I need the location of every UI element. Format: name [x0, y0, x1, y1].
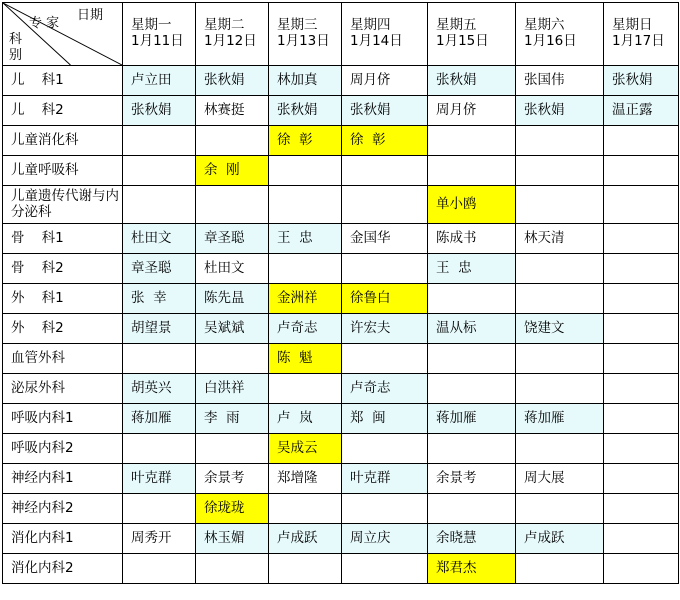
- doctor-cell: 张秋娟: [516, 96, 604, 126]
- doctor-cell: 白洪祥: [196, 374, 269, 404]
- doctor-cell: 饶建文: [516, 314, 604, 344]
- doctor-cell: 周月侪: [342, 66, 428, 96]
- doctor-cell: [123, 126, 196, 156]
- doctor-cell: 温从标: [428, 314, 516, 344]
- doctor-cell: 林加真: [269, 66, 342, 96]
- doctor-cell: [269, 186, 342, 224]
- day-header-1: [123, 3, 196, 66]
- day-header-2: [196, 3, 269, 66]
- doctor-cell: [342, 186, 428, 224]
- date-label: 1月14日: [350, 33, 403, 49]
- schedule-row: [3, 126, 679, 156]
- doctor-cell: 叶克群: [342, 464, 428, 494]
- doctor-cell: [196, 344, 269, 374]
- expert-schedule-table: [2, 2, 679, 584]
- day-header-5: [428, 3, 516, 66]
- doctor-cell: [516, 374, 604, 404]
- doctor-cell: [269, 374, 342, 404]
- doctor-cell: [342, 434, 428, 464]
- doctor-cell: [342, 494, 428, 524]
- doctor-cell: [123, 434, 196, 464]
- doctor-cell: 卢 岚: [269, 404, 342, 434]
- doctor-cell: 李 雨: [196, 404, 269, 434]
- doctor-cell: 张秋娟: [269, 96, 342, 126]
- day-header-4: [342, 3, 428, 66]
- schedule-row: [3, 314, 679, 344]
- department-cell: 儿童呼吸科: [3, 156, 123, 186]
- doctor-cell: [123, 186, 196, 224]
- weekday-label: 星期一: [131, 17, 172, 34]
- doctor-cell: 余景考: [196, 464, 269, 494]
- doctor-cell: 吴成云: [269, 434, 342, 464]
- doctor-cell: [428, 374, 516, 404]
- schedule-row: [3, 344, 679, 374]
- doctor-cell: [123, 156, 196, 186]
- doctor-cell: [516, 434, 604, 464]
- doctor-cell: 徐珑珑: [196, 494, 269, 524]
- doctor-cell: [123, 494, 196, 524]
- doctor-cell: 胡英兴: [123, 374, 196, 404]
- doctor-cell: 温正露: [604, 96, 679, 126]
- schedule-row: [3, 96, 679, 126]
- doctor-cell: [516, 186, 604, 224]
- weekday-label: 星期二: [204, 17, 245, 34]
- department-cell: 骨 科2: [3, 254, 123, 284]
- doctor-cell: [604, 156, 679, 186]
- doctor-cell: [604, 344, 679, 374]
- doctor-cell: 卢成跃: [269, 524, 342, 554]
- department-cell: 神经内科2: [3, 494, 123, 524]
- schedule-row: [3, 66, 679, 96]
- day-header-7: [604, 3, 679, 66]
- weekday-label: 星期五: [436, 17, 477, 34]
- doctor-cell: 蒋加雁: [428, 404, 516, 434]
- weekday-label: 星期四: [350, 17, 391, 34]
- doctor-cell: 王 忠: [428, 254, 516, 284]
- schedule-row: [3, 404, 679, 434]
- doctor-cell: [123, 344, 196, 374]
- department-cell: 外 科1: [3, 284, 123, 314]
- doctor-cell: [516, 554, 604, 584]
- doctor-cell: 卢奇志: [269, 314, 342, 344]
- schedule-row: [3, 254, 679, 284]
- doctor-cell: [604, 524, 679, 554]
- schedule-row: [3, 464, 679, 494]
- schedule-row: [3, 494, 679, 524]
- doctor-cell: 卢立田: [123, 66, 196, 96]
- department-cell: 儿童遗传代谢与内分泌科: [3, 186, 123, 224]
- doctor-cell: 胡望景: [123, 314, 196, 344]
- doctor-cell: [604, 374, 679, 404]
- header-row: [3, 3, 679, 66]
- doctor-cell: [196, 434, 269, 464]
- department-cell: 消化内科2: [3, 554, 123, 584]
- doctor-cell: 卢奇志: [342, 374, 428, 404]
- department-cell: 神经内科1: [3, 464, 123, 494]
- doctor-cell: 林玉媚: [196, 524, 269, 554]
- doctor-cell: 徐鲁白: [342, 284, 428, 314]
- doctor-cell: 张秋娟: [604, 66, 679, 96]
- doctor-cell: [516, 344, 604, 374]
- doctor-cell: 单小鸥: [428, 186, 516, 224]
- doctor-cell: 周立庆: [342, 524, 428, 554]
- doctor-cell: 蒋加雁: [516, 404, 604, 434]
- doctor-cell: 卢成跃: [516, 524, 604, 554]
- doctor-cell: 章圣聪: [196, 224, 269, 254]
- weekday-label: 星期日: [612, 17, 653, 34]
- doctor-cell: [123, 554, 196, 584]
- doctor-cell: [196, 554, 269, 584]
- doctor-cell: 徐 彰: [269, 126, 342, 156]
- day-header-3: [269, 3, 342, 66]
- schedule-row: [3, 284, 679, 314]
- doctor-cell: [516, 254, 604, 284]
- day-header-6: [516, 3, 604, 66]
- department-cell: 儿童消化科: [3, 126, 123, 156]
- doctor-cell: [342, 554, 428, 584]
- doctor-cell: 林天清: [516, 224, 604, 254]
- doctor-cell: [516, 126, 604, 156]
- doctor-cell: [604, 284, 679, 314]
- doctor-cell: 郑增隆: [269, 464, 342, 494]
- doctor-cell: [428, 434, 516, 464]
- weekday-label: 星期六: [524, 17, 565, 34]
- doctor-cell: 周大展: [516, 464, 604, 494]
- doctor-cell: 陈成书: [428, 224, 516, 254]
- doctor-cell: [196, 186, 269, 224]
- department-cell: 骨 科1: [3, 224, 123, 254]
- corner-expert-label: 专 家: [29, 16, 60, 31]
- department-cell: 儿 科1: [3, 66, 123, 96]
- doctor-cell: [342, 344, 428, 374]
- doctor-cell: [342, 254, 428, 284]
- doctor-cell: 郑 闽: [342, 404, 428, 434]
- schedule-body: [3, 3, 679, 584]
- department-cell: 泌尿外科: [3, 374, 123, 404]
- doctor-cell: 周秀开: [123, 524, 196, 554]
- corner-dept-label-1: 科: [9, 32, 23, 47]
- doctor-cell: 许宏夫: [342, 314, 428, 344]
- schedule-row: [3, 434, 679, 464]
- doctor-cell: 张秋娟: [342, 96, 428, 126]
- doctor-cell: 余晓慧: [428, 524, 516, 554]
- schedule-row: [3, 156, 679, 186]
- corner-header-cell: [3, 3, 123, 66]
- doctor-cell: [269, 156, 342, 186]
- doctor-cell: [428, 344, 516, 374]
- doctor-cell: [516, 494, 604, 524]
- schedule-row: [3, 186, 679, 224]
- doctor-cell: 张秋娟: [428, 66, 516, 96]
- doctor-cell: 余 刚: [196, 156, 269, 186]
- corner-date-label: 日期: [77, 8, 104, 23]
- department-cell: 呼吸内科1: [3, 404, 123, 434]
- schedule-row: [3, 554, 679, 584]
- doctor-cell: 张秋娟: [123, 96, 196, 126]
- doctor-cell: 陈先昷: [196, 284, 269, 314]
- doctor-cell: [516, 284, 604, 314]
- date-label: 1月11日: [131, 33, 184, 49]
- doctor-cell: 周月侪: [428, 96, 516, 126]
- doctor-cell: 张 幸: [123, 284, 196, 314]
- doctor-cell: 吴斌斌: [196, 314, 269, 344]
- date-label: 1月16日: [524, 33, 577, 49]
- doctor-cell: [269, 554, 342, 584]
- doctor-cell: [428, 156, 516, 186]
- doctor-cell: [604, 464, 679, 494]
- doctor-cell: 林赛挺: [196, 96, 269, 126]
- doctor-cell: [269, 494, 342, 524]
- doctor-cell: 张秋娟: [196, 66, 269, 96]
- schedule-row: [3, 524, 679, 554]
- doctor-cell: 张国伟: [516, 66, 604, 96]
- date-label: 1月12日: [204, 33, 257, 49]
- department-cell: 儿 科2: [3, 96, 123, 126]
- doctor-cell: [428, 284, 516, 314]
- date-label: 1月13日: [277, 33, 330, 49]
- doctor-cell: 蒋加雁: [123, 404, 196, 434]
- doctor-cell: [604, 254, 679, 284]
- doctor-cell: [516, 156, 604, 186]
- doctor-cell: [604, 224, 679, 254]
- department-cell: 外 科2: [3, 314, 123, 344]
- department-cell: 呼吸内科2: [3, 434, 123, 464]
- doctor-cell: 章圣聪: [123, 254, 196, 284]
- doctor-cell: 王 忠: [269, 224, 342, 254]
- doctor-cell: [604, 314, 679, 344]
- doctor-cell: 杜田文: [123, 224, 196, 254]
- doctor-cell: [428, 494, 516, 524]
- date-label: 1月15日: [436, 33, 489, 49]
- schedule-row: [3, 224, 679, 254]
- doctor-cell: 金国华: [342, 224, 428, 254]
- department-cell: 血管外科: [3, 344, 123, 374]
- doctor-cell: [196, 126, 269, 156]
- doctor-cell: [604, 126, 679, 156]
- department-cell: 消化内科1: [3, 524, 123, 554]
- doctor-cell: 陈 魁: [269, 344, 342, 374]
- doctor-cell: 徐 彰: [342, 126, 428, 156]
- doctor-cell: [604, 554, 679, 584]
- schedule-row: [3, 374, 679, 404]
- doctor-cell: [604, 404, 679, 434]
- doctor-cell: [269, 254, 342, 284]
- corner-dept-label-2: 别: [9, 48, 23, 63]
- weekday-label: 星期三: [277, 17, 318, 34]
- date-label: 1月17日: [612, 33, 665, 49]
- doctor-cell: [604, 186, 679, 224]
- doctor-cell: 郑君杰: [428, 554, 516, 584]
- doctor-cell: 杜田文: [196, 254, 269, 284]
- doctor-cell: 余景考: [428, 464, 516, 494]
- doctor-cell: [428, 126, 516, 156]
- doctor-cell: [342, 156, 428, 186]
- doctor-cell: 叶克群: [123, 464, 196, 494]
- doctor-cell: [604, 434, 679, 464]
- doctor-cell: [604, 494, 679, 524]
- doctor-cell: 金洲祥: [269, 284, 342, 314]
